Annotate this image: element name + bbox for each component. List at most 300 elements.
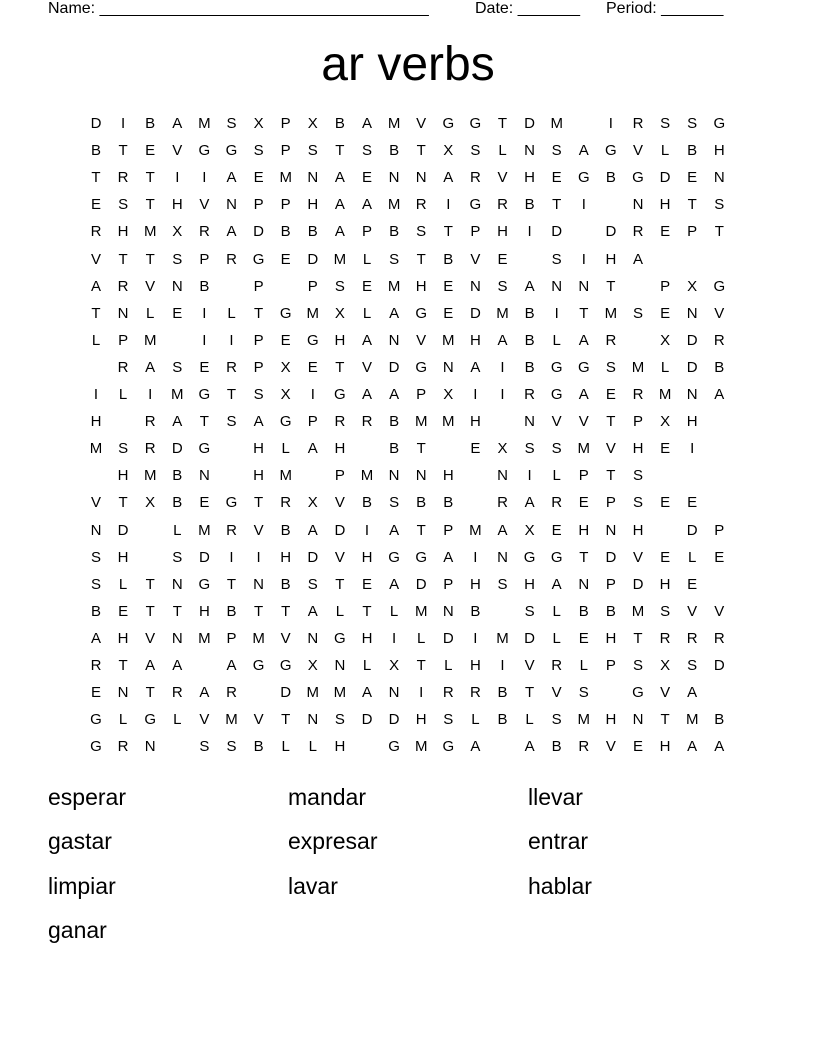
grid-letter: I [473,386,478,403]
grid-letter: X [145,494,156,512]
grid-letter: V [660,684,671,702]
grid-letter: A [226,223,237,241]
grid-letter: A [578,142,589,160]
grid-letter: T [416,657,426,674]
grid-letter: B [253,738,264,756]
grid-letter: M [496,304,509,322]
grid-letter: A [551,575,562,593]
grid-letter: H [415,711,427,729]
grid-letter: X [443,142,454,160]
grid-letter: T [416,521,426,539]
grid-letter: E [361,277,372,295]
word-list-item: limpiar [48,873,116,899]
grid-letter: I [202,169,207,187]
grid-letter: N [686,304,698,322]
grid-letter: D [686,331,698,349]
grid-letter: A [389,575,400,593]
grid-letter: G [550,548,563,566]
grid-letter: G [279,304,292,322]
grid-letter: P [605,494,616,512]
grid-letter: M [143,331,157,349]
grid-letter: I [473,548,478,566]
grid-letter: X [660,657,671,674]
grid-letter: V [334,494,345,512]
grid-letter: I [527,467,532,485]
grid-letter: H [469,657,481,674]
grid-letter: G [306,331,319,349]
grid-letter: M [658,386,672,403]
grid-letter: V [714,304,725,322]
word-list-item: llevar [528,784,583,810]
grid-letter: G [198,142,211,160]
grid-letter: R [497,494,508,512]
grid-letter: N [307,169,319,187]
grid-letter: H [659,575,671,593]
grid-letter: A [687,684,698,702]
grid-letter: V [524,657,535,674]
grid-letter: T [416,440,426,458]
grid-letter: H [361,548,373,566]
grid-letter: B [172,494,183,512]
grid-letter: P [361,223,372,241]
grid-letter: X [660,331,671,349]
grid-letter: G [415,358,428,376]
grid-letter: H [659,738,671,756]
grid-letter: A [714,738,725,756]
grid-letter: V [632,548,643,566]
grid-letter: G [279,413,292,431]
grid-letter: X [497,440,508,458]
grid-letter: R [632,223,644,241]
grid-letter: N [171,629,183,647]
grid-letter: N [415,169,427,187]
grid-letter: A [578,331,589,349]
grid-letter: G [605,142,617,160]
grid-letter: A [226,657,237,674]
grid-letter: S [253,142,264,160]
grid-letter: N [469,277,481,295]
grid-letter: H [334,331,346,349]
grid-letter: B [687,142,698,160]
grid-letter: P [605,657,616,674]
grid-letter: S [389,494,400,512]
grid-letter: A [578,386,589,403]
grid-letter: D [524,115,536,132]
grid-letter: T [145,684,155,702]
grid-letter: H [334,738,346,756]
grid-letter: T [91,304,101,322]
grid-letter: S [90,575,101,593]
grid-letter: I [175,169,180,187]
grid-letter: V [470,250,481,268]
grid-letter: B [524,196,535,214]
grid-letter: M [550,115,563,132]
grid-letter: V [632,142,643,160]
grid-letter: I [500,657,505,674]
grid-letter: R [90,657,102,674]
grid-letter: D [551,223,563,241]
grid-letter: B [280,521,291,539]
grid-letter: E [605,386,616,403]
grid-letter: M [604,304,618,322]
grid-letter: T [660,711,670,729]
grid-letter: M [414,602,428,620]
grid-letter: I [310,386,315,403]
grid-letter: R [551,657,563,674]
grid-letter: X [307,494,318,512]
grid-letter: A [361,331,372,349]
grid-letter: H [117,223,129,241]
grid-letter: G [90,711,102,729]
grid-letter: R [713,331,725,349]
grid-letter: B [389,223,400,241]
grid-letter: B [199,277,210,295]
grid-letter: D [307,250,319,268]
grid-letter: T [91,169,101,187]
grid-letter: E [660,304,671,322]
grid-letter: D [171,440,183,458]
grid-letter: V [416,115,427,132]
grid-letter: V [578,413,589,431]
grid-letter: I [690,440,695,458]
word-list-item: hablar [528,873,592,899]
grid-letter: R [605,331,617,349]
grid-letter: H [578,521,590,539]
grid-letter: G [225,142,238,160]
grid-letter: T [606,467,616,485]
grid-letter: H [524,575,536,593]
grid-letter: G [442,115,455,132]
grid-letter: N [632,711,644,729]
grid-letter: R [117,358,129,376]
grid-letter: A [687,738,698,756]
grid-letter: R [198,223,210,241]
grid-letter: T [416,142,426,160]
grid-letter: T [118,494,128,512]
grid-letter: H [469,413,481,431]
grid-letter: X [389,657,400,674]
grid-letter: T [606,277,616,295]
grid-letter: R [632,386,644,403]
grid-letter: B [497,711,508,729]
grid-letter: L [308,738,317,756]
grid-letter: G [577,358,590,376]
grid-letter: I [392,629,397,647]
grid-letter: T [172,602,182,620]
grid-letter: H [713,142,725,160]
grid-letter: N [307,711,319,729]
grid-letter: S [226,115,237,132]
grid-letter: X [280,386,291,403]
grid-letter: I [256,548,261,566]
grid-letter: N [117,684,129,702]
grid-letter: N [388,331,400,349]
grid-letter: B [524,304,535,322]
grid-letter: V [90,250,101,268]
grid-letter: M [387,196,401,214]
grid-letter: M [198,629,211,647]
grid-letter: B [389,413,400,431]
grid-letter: D [605,223,617,241]
grid-letter: E [632,738,643,756]
grid-letter: I [202,331,207,349]
grid-letter: I [581,250,586,268]
grid-letter: M [414,413,428,431]
grid-letter: H [117,629,129,647]
grid-letter: E [443,304,454,322]
grid-letter: H [334,440,346,458]
grid-letter: A [307,602,318,620]
grid-letter: S [632,467,643,485]
grid-letter: H [442,467,454,485]
grid-letter: L [552,331,561,349]
grid-letter: I [419,684,424,702]
grid-letter: A [307,440,318,458]
grid-letter: I [121,115,126,132]
grid-letter: S [551,142,562,160]
grid-letter: L [688,548,697,566]
grid-letter: S [605,358,616,376]
grid-letter: L [660,142,670,160]
grid-letter: P [226,629,237,647]
grid-letter: P [416,386,427,403]
grid-letter: P [199,250,210,268]
grid-letter: D [117,521,129,539]
grid-letter: M [685,711,699,729]
grid-letter: X [307,657,318,674]
grid-letter: M [442,331,455,349]
grid-letter: M [279,467,292,485]
grid-letter: H [361,629,373,647]
grid-letter: I [581,196,586,214]
grid-letter: D [632,575,644,593]
grid-letter: A [470,358,481,376]
grid-letter: T [687,196,697,214]
grid-letter: G [713,115,726,132]
grid-letter: I [364,521,370,539]
grid-letter: V [199,711,210,729]
grid-letter: L [552,467,561,485]
grid-letter: D [442,629,454,647]
grid-letter: E [280,250,291,268]
grid-letter: T [281,602,291,620]
grid-letter: M [252,629,265,647]
grid-letter: S [551,250,562,268]
grid-letter: M [442,413,455,431]
grid-letter: L [173,711,182,729]
grid-letter: G [713,277,726,295]
grid-letter: B [524,358,535,376]
grid-letter: M [333,684,347,702]
grid-letter: G [632,169,644,187]
grid-letter: E [687,575,698,593]
grid-letter: L [389,602,399,620]
grid-letter: N [226,196,237,214]
grid-letter: L [118,386,128,403]
grid-letter: N [388,684,400,702]
grid-letter: H [415,277,427,295]
grid-letter: S [307,142,318,160]
grid-letter: L [525,711,534,729]
grid-letter: P [253,196,264,214]
grid-letter: A [199,684,210,702]
grid-letter: X [307,115,318,132]
word-list-item: expresar [288,828,378,854]
grid-letter: T [254,304,264,322]
grid-letter: H [117,548,129,566]
grid-letter: M [469,521,482,539]
grid-letter: P [307,277,318,295]
grid-letter: E [145,142,156,160]
grid-letter: R [334,413,346,431]
grid-letter: L [91,331,101,349]
grid-letter: B [443,494,454,512]
grid-letter: P [443,575,454,593]
grid-letter: D [605,548,617,566]
name-label: Name: _____________________________________ [48,0,429,17]
grid-letter: T [416,250,426,268]
grid-letter: G [469,115,482,132]
grid-letter: E [714,548,725,566]
grid-letter: V [361,358,372,376]
grid-letter: R [117,169,129,187]
grid-letter: N [442,358,454,376]
grid-letter: B [334,115,345,132]
grid-letter: A [226,169,237,187]
grid-letter: R [90,223,102,241]
grid-letter: P [660,277,671,295]
grid-letter: L [552,629,561,647]
word-list-item: gastar [48,828,112,854]
grid-letter: A [497,331,508,349]
grid-letter: L [579,657,588,674]
grid-letter: G [198,386,211,403]
grid-letter: S [199,738,210,756]
grid-letter: M [198,521,211,539]
grid-letter: E [307,358,318,376]
grid-letter: N [713,169,725,187]
grid-letter: G [334,386,346,403]
grid-letter: P [253,277,264,295]
grid-letter: B [226,602,237,620]
grid-letter: N [307,629,319,647]
grid-letter: N [497,467,508,485]
grid-letter: L [335,602,345,620]
grid-letter: D [659,169,671,187]
grid-letter: B [172,467,183,485]
grid-letter: H [171,196,183,214]
grid-letter: M [306,684,320,702]
grid-letter: G [442,738,455,756]
grid-letter: I [229,331,234,349]
grid-letter: T [335,575,345,593]
grid-letter: A [90,629,101,647]
grid-letter: G [523,548,536,566]
grid-letter: D [307,548,319,566]
grid-letter: S [416,223,427,241]
grid-letter: L [281,738,290,756]
grid-letter: B [389,142,400,160]
grid-letter: T [579,548,589,566]
grid-letter: A [145,358,156,376]
grid-letter: N [253,575,265,593]
grid-letter: S [226,738,237,756]
grid-letter: E [199,358,210,376]
grid-letter: B [90,142,101,160]
grid-letter: I [229,548,234,566]
word-list-item: entrar [528,828,589,854]
grid-letter: N [686,386,698,403]
grid-letter: X [280,358,291,376]
grid-letter: G [252,250,265,268]
grid-letter: R [524,386,536,403]
grid-letter: M [306,304,320,322]
grid-letter: G [252,657,265,674]
grid-letter: P [280,115,291,132]
grid-letter: E [660,494,671,512]
grid-letter: B [90,602,101,620]
grid-letter: T [226,575,237,593]
grid-letter: B [524,331,535,349]
grid-letter: M [89,440,103,458]
grid-letter: R [497,196,508,214]
grid-letter: E [280,331,291,349]
grid-letter: H [469,575,481,593]
grid-letter: D [415,575,427,593]
grid-letter: V [605,440,616,458]
grid-letter: A [389,521,400,539]
grid-letter: D [388,358,400,376]
grid-letter: G [469,196,482,214]
grid-letter: R [442,684,454,702]
grid-letter: M [171,386,184,403]
grid-letter: L [281,440,290,458]
grid-letter: T [552,196,562,214]
grid-letter: P [578,467,589,485]
grid-letter: E [660,548,671,566]
grid-letter: G [415,548,428,566]
grid-letter: R [578,738,590,756]
grid-letter: L [471,711,480,729]
grid-letter: L [362,657,372,674]
grid-letter: P [280,196,291,214]
grid-letter: E [118,602,129,620]
grid-letter: M [577,711,591,729]
grid-letter: A [443,169,454,187]
grid-letter: T [226,386,237,403]
grid-letter: D [388,711,400,729]
grid-letter: E [90,196,101,214]
grid-letter: N [388,169,400,187]
grid-letter: V [280,629,291,647]
grid-letter: B [416,494,427,512]
grid-letter: I [148,386,153,403]
grid-letter: I [608,115,613,132]
grid-letter: H [524,169,536,187]
grid-letter: V [687,602,698,620]
grid-letter: S [118,196,129,214]
grid-letter: N [415,467,427,485]
grid-letter: B [551,738,562,756]
grid-letter: A [361,115,372,132]
grid-letter: A [145,657,156,674]
grid-letter: P [334,467,345,485]
grid-letter: A [389,304,400,322]
grid-letter: A [714,386,725,403]
grid-letter: V [714,602,725,620]
grid-letter: H [659,196,671,214]
grid-letter: A [524,277,535,295]
